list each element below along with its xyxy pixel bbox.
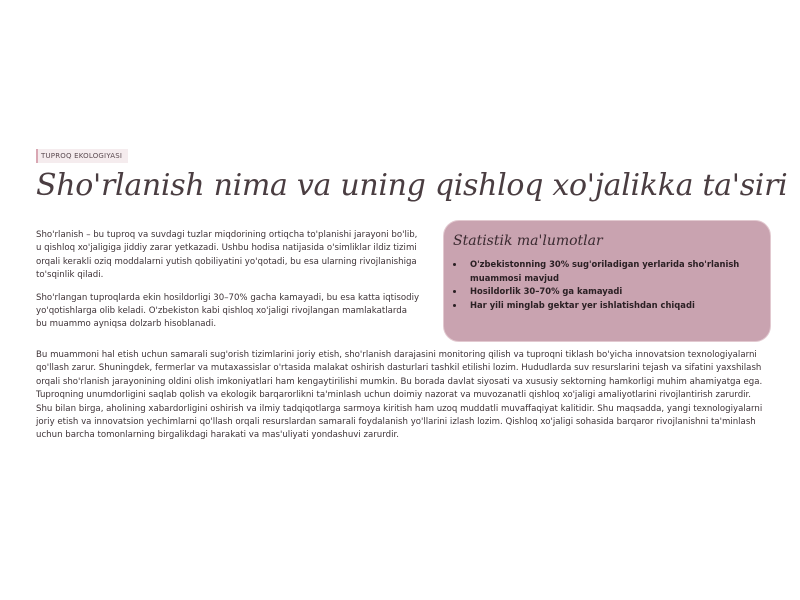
- statistics-item-text: Har yili minglab gektar yer ishlatishdan chiqadi: [470, 299, 695, 310]
- intro-section: [36, 229, 420, 341]
- statistics-list: [453, 258, 760, 312]
- body-paragraph: Bu muammoni hal etish uchun samarali sug'orish tizimlarini joriy etish, sho'rlanish darajasini monitoring qilish va tuproqni tiklash bo'yicha innovatsion texnologiyalarni qo'llash zarur. Shuningdek, fermerlar va mutaxassislar o'rtasida malakat oshirish dasturlari tashkil etilishi lozim. Hududlarda suv resurslarini tejash va sifatini yaxshilash orqali sho'rlanish jarayonining oldini olish imkoniyatlari ham kengaytirilishi mumkin. Bu borada davlat siyosati va xususiy sektorning hamkorligi muhim ahamiyatga ega. Tuproqning unumdorligini saqlab qolish va ekologik barqarorlikni ta'minlash uchun doimiy nazorat va muvozanatli qishloq xo'jaligi amaliyotlarini rivojlantirish zarurdir. Shu bilan birga, aholining xabardorligini oshirish va ilmiy tadqiqotlarga sarmoya kiritish ham uzoq muddatli muvaffaqiyat kalitidir. Shu maqsadda, yangi texnologiyalarni joriy etish va innovatsion yechimlarni qo'llash orqali resurslardan samarali foydalanish yo'llarini izlash lozim. Qishloq xo'jaligi sohasida barqaror rivojlanishni ta'minlash uchun barcha tomonlarning birgalikdagi harakati va mas'uliyati yondashuvi zarurdir.: [36, 350, 763, 441]
- statistics-item-text: O'zbekistonning 30% sug'oriladigan yerlarida sho'rlanish muammosi mavjud: [470, 259, 740, 283]
- bullet-icon: [453, 290, 456, 293]
- bullet-icon: [453, 263, 456, 266]
- statistics-card: [443, 220, 771, 342]
- page-title: Sho'rlanish nima va uning qishloq xo'jalikka ta'siri: [36, 168, 788, 203]
- statistics-item: [453, 299, 760, 313]
- statistics-item-text: Hosildorlik 30–70% ga kamayadi: [470, 286, 623, 297]
- bullet-icon: [453, 304, 456, 307]
- statistics-item: [453, 258, 760, 285]
- section-tag: TUPROQ EKOLOGIYASI: [36, 149, 128, 163]
- intro-paragraph: Sho'rlanish – bu tuproq va suvdagi tuzlar miqdorining ortiqcha to'planishi jarayoni bo'lib, u qishloq xo'jaligiga jiddiy zarar yetkazadi. Ushbu hodisa natijasida o'simliklar ildiz tizimi orqali kerakli oziq moddalarni yutish qobiliyatini yo'qotadi, bu esa ularning rivojlanishiga to'sqinlik qiladi.: [36, 230, 418, 281]
- statistics-item: [453, 285, 760, 299]
- statistics-card-title: Statistik ma'lumotlar: [453, 233, 603, 249]
- intro-paragraph: Sho'rlangan tuproqlarda ekin hosildorligi 30–70% gacha kamayadi, bu esa katta iqtisodiy yo'qotishlarga olib keladi. O'zbekiston kabi qishloq xo'jaligi rivojlangan mamlakatlarda bu muammo ayniqsa dolzarb hisoblanadi.: [36, 292, 420, 330]
